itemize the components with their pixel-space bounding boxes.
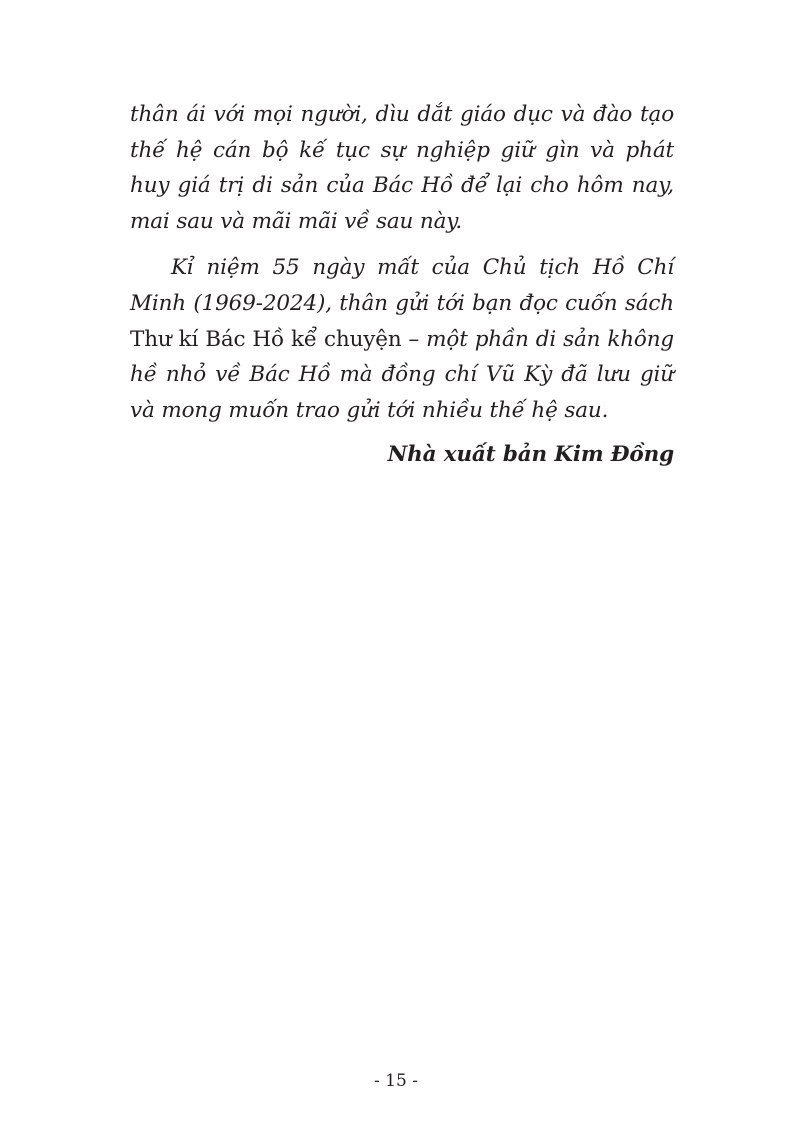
paragraph-2-intro: Kỉ niệm 55 ngày mất của Chủ tịch Hồ Chí Minh (1969-2024), thân gửi tới bạn đọc cuốn sách xyxy=(130,255,674,316)
paragraph-1: thân ái với mọi người, dìu dắt giáo dục và đào tạo thế hệ cán bộ kế tục sự nghiệp giữ gìn và phát huy giá trị di sản của Bác Hồ để lại cho hôm nay, mai sau và mãi mãi về sau này. xyxy=(130,102,674,234)
paragraph-2 xyxy=(130,250,674,428)
publisher-signature: Nhà xuất bản Kim Đồng xyxy=(387,442,674,468)
page-number: - 15 - xyxy=(374,1071,418,1091)
dash: – xyxy=(408,326,420,352)
paragraph-2-rest: một phần di sản không hề nhỏ về Bác Hồ mà đồng chí Vũ Kỳ đã lưu giữ và mong muốn trao gửi tới nhiều thế hệ sau. xyxy=(130,326,675,423)
book-title: Thư kí Bác Hồ kể chuyện xyxy=(130,326,402,352)
body-text xyxy=(130,97,674,473)
